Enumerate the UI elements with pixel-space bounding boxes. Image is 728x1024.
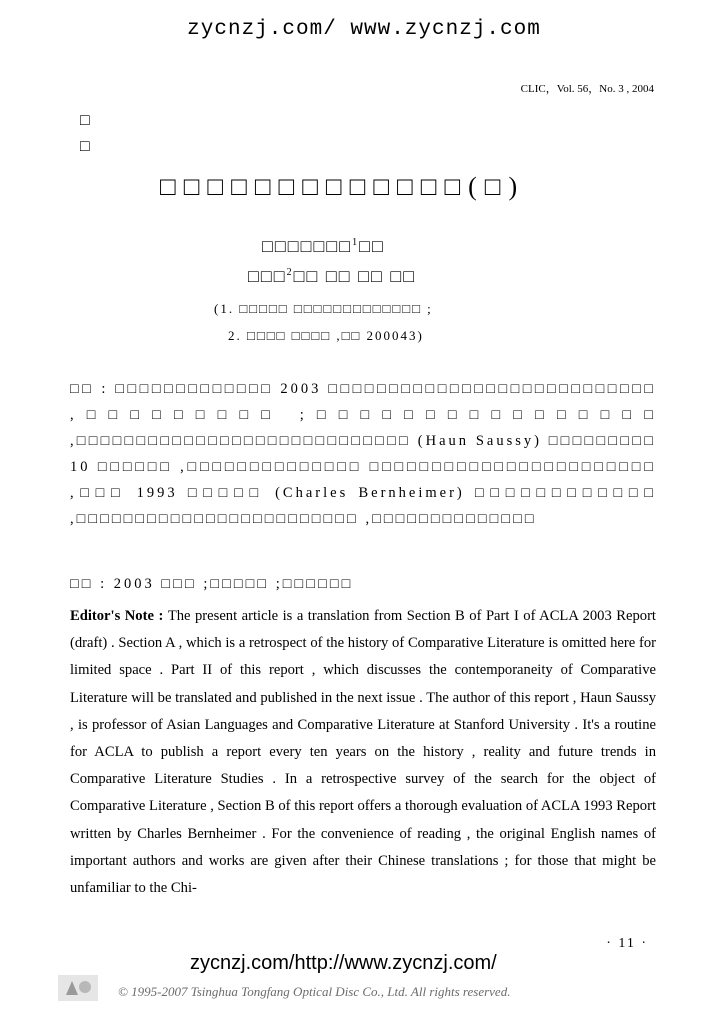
editor-note <box>70 603 656 902</box>
author-sup-1: 1 <box>352 237 360 248</box>
keywords <box>70 576 656 593</box>
article-title: □□□□□□□□□□□□□(□) <box>160 172 526 201</box>
author-sup-2: 2 <box>286 267 294 278</box>
watermark-top: zycnzj.com/ www.zycnzj.com <box>187 18 541 41</box>
side-mark: □ <box>80 138 90 155</box>
journal-header: CLIC，Vol. 56，No. 3 , 2004 <box>520 83 654 95</box>
abstract-text: □□□□□□□□□□□□□ 2003 □□□□□□□□□□□□□□□□□□□□□□□□□□□ ,□□□□□□□□□ ;□□□□□□□□□□□□□□□□ ,□□□□□□□□□□□□□□□□□□□□□□□□□□□□ (Haun Saussy) □□□□□□□□□ 10 □□□□□□ ,□□□□□□□□□□□□□□ □□□□□□□□□□□□□□□□□□□□□□□ ,□□□ 1993 □□□□□ (Charles Bernheimer) □□□□□□□□□□□□ ,□□□□□□□□□□□□□□□□□□□□□□□□ ,□□□□□□□□□□□□□□ <box>70 381 657 527</box>
author-tail-1: □□ <box>359 236 385 256</box>
editor-note-label: Editor's Note : <box>70 608 168 624</box>
watermark-bottom: zycnzj.com/http://www.zycnzj.com/ <box>190 952 497 974</box>
author-names-1: □□□□□□□ <box>262 236 353 256</box>
author-line-1 <box>262 236 385 257</box>
affiliation-1: (1. □□□□□ □□□□□□□□□□□□□ ; <box>214 301 433 316</box>
page-number: · 11 · <box>606 936 648 951</box>
editor-note-text: The present article is a translation from Section B of Part I of ACLA 2003 Report (draft) . Section A , which is a retrospect of the history of Comparative Literature is omitted here for limited space . Part II of this report , which discusses the contemporaneity of Comparative Literature will be translated and published in the next issue . The author of this report , Haun Saussy , is professor of Asian Languages and Comparative Literature at Stanford University . It's a routine for ACLA to publish a report every ten years on the history , reality and future trends in Comparative Literature Studies . In a retrospective survey of the search for the object of Comparative Literature , Section B of this report offers a thorough evaluation of ACLA 1993 Report written by Charles Bernheimer . For the convenience of reading , the original English names of important authors and works are given after their Chinese translations ; for those that might be unfamiliar to the Chi- <box>70 608 656 897</box>
keywords-text: 2003 □□□ ;□□□□□ ;□□□□□□ <box>113 576 354 592</box>
publisher-logo-icon <box>58 975 98 1001</box>
copyright-notice: © 1995-2007 Tsinghua Tongfang Optical Disc Co., Ltd. All rights reserved. <box>118 984 511 999</box>
abstract-label: □□ : <box>70 381 116 397</box>
author-line-2 <box>248 266 416 287</box>
affiliation-2: 2. □□□□ □□□□ ,□□ 200043) <box>228 328 424 343</box>
author-tail-2: □□ □□ □□ □□ <box>293 266 417 286</box>
keywords-label: □□ : <box>70 576 114 592</box>
author-names-2: □□□ <box>248 266 287 286</box>
abstract <box>70 376 656 532</box>
side-mark: □ <box>80 112 90 129</box>
